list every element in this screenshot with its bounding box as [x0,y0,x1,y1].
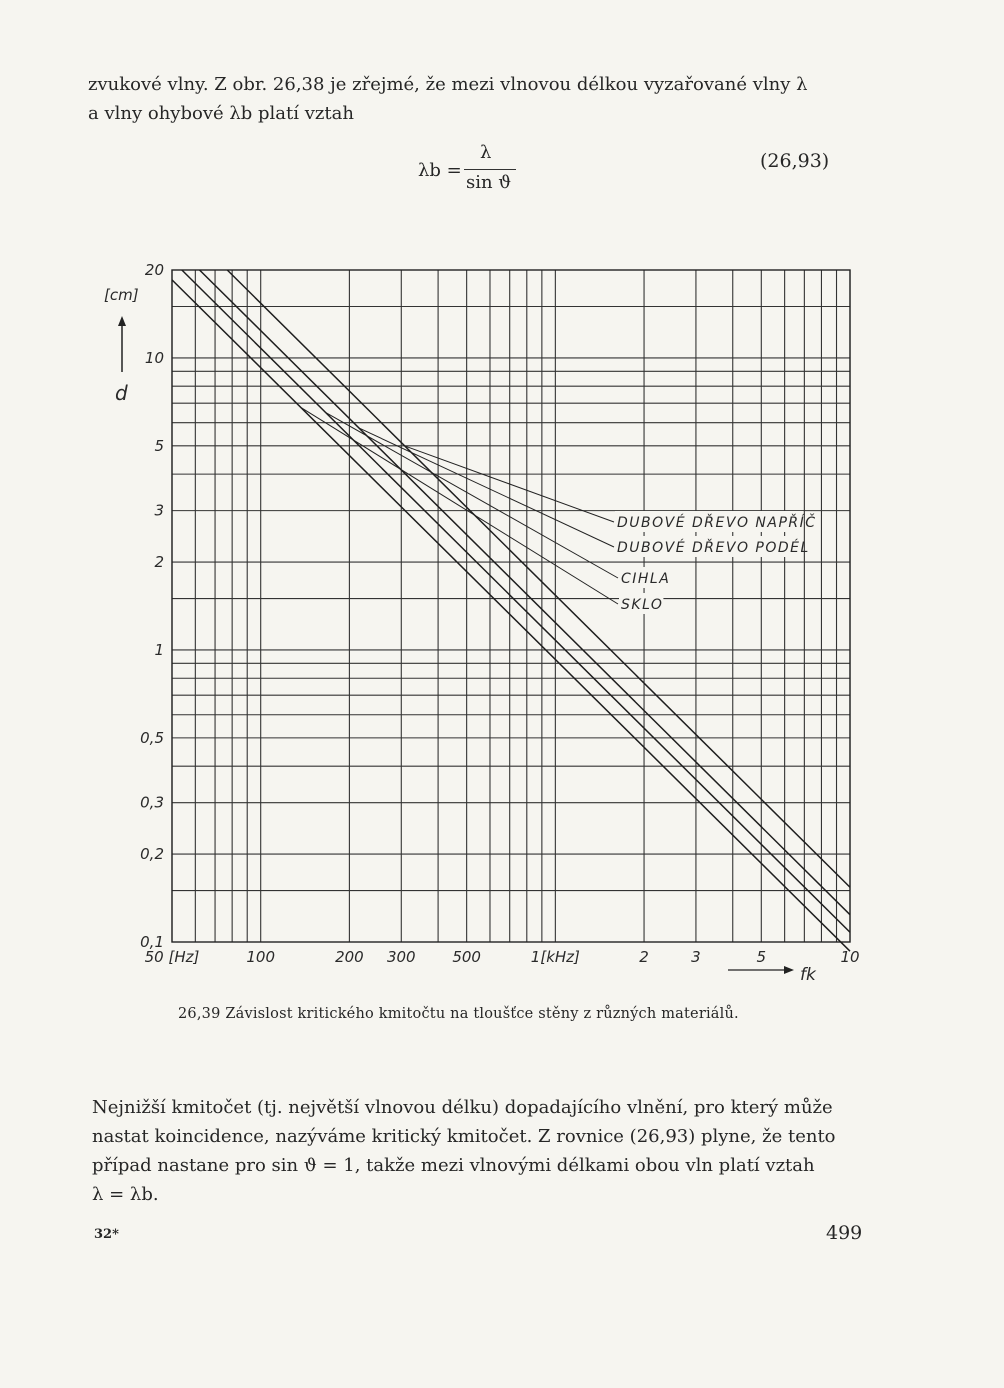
y-tick-label: 20 [144,261,164,279]
body-paragraph [92,1093,862,1209]
x-tick-label: 2 [639,948,649,966]
legend-label-2: DUBOVÉ DŘEVO PODÉL [617,540,810,556]
x-axis-label: fk [800,965,816,985]
y-tick-label: 1 [154,640,164,659]
series-line-2 [200,270,850,915]
legend-label-3: CIHLA [621,571,671,587]
series-line-3 [182,270,850,932]
y-tick-label: 0,1 [140,933,164,951]
y-tick-label: 0,5 [140,728,164,747]
x-tick-label: 50 [Hz] [144,948,200,966]
equation-number: (26,93) [760,150,830,172]
x-tick-label: 5 [756,948,767,966]
x-tick-label: 1[kHz] [530,948,580,966]
figure-caption: 26,39 Závislost kritického kmitočtu na tloušťce stěny z různých materiálů. [178,1006,739,1022]
legend-leader-3 [326,412,618,578]
chart-axis-labels [104,286,817,985]
y-axis-arrowhead [118,316,126,326]
paragraph-line: Nejnižší kmitočet (tj. největší vlnovou délku) dopadajícího vlnění, pro který může [92,1097,833,1118]
series-line-1 [227,270,850,887]
chart-grid [172,270,850,942]
intro-line-1: zvukové vlny. Z obr. 26,38 je zřejmé, že mezi vlnovou délkou vyzařované vlny λ [88,74,808,95]
chart-tick-labels [140,261,859,966]
y-tick-label: 0,2 [140,845,164,864]
y-axis-label: d [115,381,128,405]
y-tick-label: 3 [154,501,164,520]
page-number: 499 [826,1222,863,1244]
x-tick-label: 200 [335,948,364,966]
x-tick-label: 500 [452,948,481,966]
paragraph-line: λ = λb. [92,1184,159,1205]
formula-numerator: λ [480,142,492,163]
legend-label-4: SKLO [621,597,664,613]
signature-mark: 32* [94,1227,119,1242]
x-tick-label: 10 [840,948,860,966]
y-tick-label: 10 [144,348,164,367]
y-tick-label: 0,3 [140,793,164,812]
legend-label-1: DUBOVÉ DŘEVO NAPŘÍČ [617,515,817,531]
y-tick-label: 2 [154,553,164,572]
series-line-4 [172,280,850,951]
x-tick-label: 300 [386,948,416,966]
formula-denominator: sin ϑ [466,172,512,193]
paragraph-line: případ nastane pro sin ϑ = 1, takže mezi vlnovými délkami obou vln platí vztah [92,1155,815,1176]
x-tick-label: 100 [246,948,276,966]
x-axis-arrowhead [784,966,794,974]
chart-series [172,270,850,951]
intro-line-2: a vlny ohybové λb platí vztah [88,103,354,124]
paragraph-line: nastat koincidence, nazýváme kritický kmitočet. Z rovnice (26,93) plyne, že tento [92,1126,836,1147]
y-axis-unit: [cm] [104,286,139,304]
formula-lhs: λb = [418,160,462,181]
y-tick-label: 5 [154,436,164,455]
x-tick-label: 3 [691,948,701,966]
